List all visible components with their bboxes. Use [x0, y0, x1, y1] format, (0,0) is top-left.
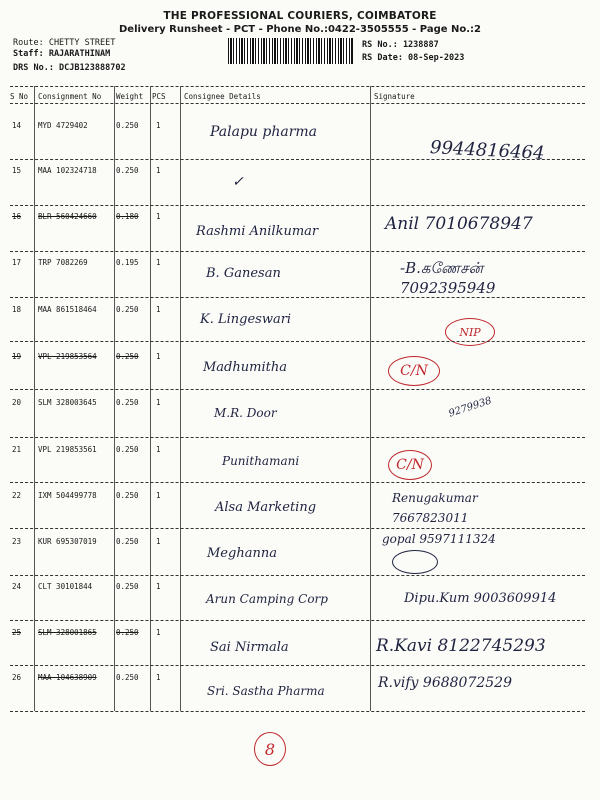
row-consignee-handwritten: Palapu pharma: [210, 124, 318, 140]
row-divider: [10, 437, 585, 438]
rs-number: RS No.: 1238887: [362, 40, 439, 50]
staff-label: Staff: RAJARATHINAM: [13, 49, 111, 59]
row-sno: 26: [12, 673, 22, 682]
row-consignment: SLM 328003645: [38, 398, 97, 407]
row-divider: [10, 665, 585, 666]
row-consignee-handwritten: Punithamani: [222, 454, 300, 468]
row-pcs: 1: [156, 166, 161, 175]
table-bottom-rule: [10, 711, 585, 712]
row-weight: 0.250: [116, 121, 139, 130]
row-consignment: VPL 219853564: [38, 352, 97, 361]
row-sno: 17: [12, 258, 22, 267]
row-divider: [10, 205, 585, 206]
row-consignment: IXM 504499778: [38, 491, 97, 500]
row-weight: 0.250: [116, 305, 139, 314]
column-divider: [34, 86, 35, 711]
row-signature: R.Kavi 8122745293: [376, 636, 546, 656]
row-sno: 16: [12, 212, 22, 221]
col-consignment: Consignment No: [38, 92, 102, 101]
row-signature: gopal 9597111324: [382, 532, 496, 546]
row-signature: 9279938: [447, 395, 494, 420]
row-consignee-handwritten: M.R. Door: [214, 406, 277, 420]
row-pcs: 1: [156, 212, 161, 221]
signature-scribble: [392, 550, 438, 574]
row-signature: -B.கணேசன் 7092395949: [400, 259, 496, 297]
column-divider: [114, 86, 115, 711]
row-pcs: 1: [156, 352, 161, 361]
column-divider: [150, 86, 151, 711]
row-consignee-handwritten: K. Lingeswari: [200, 312, 292, 327]
row-sno: 24: [12, 582, 22, 591]
runsheet-subtitle: Delivery Runsheet - PCT - Phone No.:0422-3505555 - Page No.:2: [118, 24, 481, 35]
row-sno: 18: [12, 305, 22, 314]
row-sno: 21: [12, 445, 22, 454]
row-consignment: TRP 7082269: [38, 258, 88, 267]
row-pcs: 1: [156, 305, 161, 314]
row-pcs: 1: [156, 673, 161, 682]
row-consignee-handwritten: Sai Nirmala: [210, 640, 289, 655]
drs-number: DRS No.: DCJB123888702: [13, 63, 126, 73]
row-consignee-handwritten: Arun Camping Corp: [206, 592, 328, 606]
company-title: THE PROFESSIONAL COURIERS, COIMBATORE: [163, 10, 437, 22]
col-consignee: Consignee Details: [184, 92, 261, 101]
barcode-image: [228, 38, 353, 64]
col-sno: S No: [10, 92, 29, 101]
route-label: Route: CHETTY STREET: [13, 38, 116, 48]
row-consignee-handwritten: Sri. Sastha Pharma: [207, 684, 325, 698]
row-divider: [10, 620, 585, 621]
col-pcs: PCS: [152, 92, 166, 101]
row-weight: 0.250: [116, 491, 139, 500]
row-consignment: MAA 104638909: [38, 673, 97, 682]
row-pcs: 1: [156, 628, 161, 637]
row-signature: Dipu.Kum 9003609914: [404, 591, 557, 606]
nip-stamp: NIP: [445, 318, 495, 346]
row-signature: Renugakumar 7667823011: [392, 491, 478, 525]
row-sno: 20: [12, 398, 22, 407]
row-pcs: 1: [156, 258, 161, 267]
row-consignment: VPL 219853561: [38, 445, 97, 454]
row-weight: 0.250: [116, 352, 139, 361]
row-sno: 23: [12, 537, 22, 546]
row-weight: 0.250: [116, 537, 139, 546]
row-consignee-handwritten: Madhumitha: [203, 360, 287, 375]
rs-date: RS Date: 08-Sep-2023: [362, 53, 465, 63]
row-consignment: MAA 102324718: [38, 166, 97, 175]
row-consignment: KUR 695307019: [38, 537, 97, 546]
row-signature: Anil 7010678947: [385, 214, 533, 234]
col-weight: Weight: [116, 92, 144, 101]
row-consignment: BLR 560424660: [38, 212, 97, 221]
row-consignee-handwritten: Rashmi Anilkumar: [196, 224, 319, 239]
row-weight: 0.250: [116, 398, 139, 407]
row-divider: [10, 251, 585, 252]
row-pcs: 1: [156, 121, 161, 130]
column-divider: [180, 86, 181, 711]
row-consignment: MAA 861518464: [38, 305, 97, 314]
row-divider: [10, 482, 585, 483]
col-signature: Signature: [374, 92, 415, 101]
page-number-mark: 8: [254, 732, 286, 766]
row-pcs: 1: [156, 445, 161, 454]
row-sno: 19: [12, 352, 22, 361]
row-sno: 15: [12, 166, 22, 175]
row-weight: 0.250: [116, 628, 139, 637]
row-divider: [10, 389, 585, 390]
row-weight: 0.195: [116, 258, 139, 267]
row-pcs: 1: [156, 398, 161, 407]
row-signature: 9944816464: [429, 137, 546, 164]
header-top-rule: [10, 86, 585, 87]
row-weight: 0.250: [116, 166, 139, 175]
row-divider: [10, 575, 585, 576]
row-consignment: MYD 4729402: [38, 121, 88, 130]
row-consignment: CLT 30101844: [38, 582, 93, 591]
header-bottom-rule: [10, 103, 585, 104]
row-weight: 0.250: [116, 582, 139, 591]
row-sno: 25: [12, 628, 22, 637]
column-divider: [370, 86, 371, 711]
row-consignee-handwritten: ✓: [232, 174, 244, 190]
row-consignee-handwritten: Meghanna: [207, 546, 277, 561]
cn-stamp: C/N: [388, 450, 432, 480]
row-divider: [10, 341, 585, 342]
row-consignee-handwritten: Alsa Marketing: [215, 500, 317, 515]
row-sno: 22: [12, 491, 22, 500]
row-weight: 0.180: [116, 212, 139, 221]
row-pcs: 1: [156, 582, 161, 591]
row-divider: [10, 159, 585, 160]
row-pcs: 1: [156, 537, 161, 546]
row-pcs: 1: [156, 491, 161, 500]
row-sno: 14: [12, 121, 22, 130]
row-consignee-handwritten: B. Ganesan: [206, 266, 281, 281]
cn-stamp: C/N: [388, 356, 440, 386]
row-divider: [10, 528, 585, 529]
row-weight: 0.250: [116, 445, 139, 454]
row-signature: R.vify 9688072529: [378, 675, 512, 691]
row-divider: [10, 297, 585, 298]
row-weight: 0.250: [116, 673, 139, 682]
row-consignment: SLM 328001865: [38, 628, 97, 637]
